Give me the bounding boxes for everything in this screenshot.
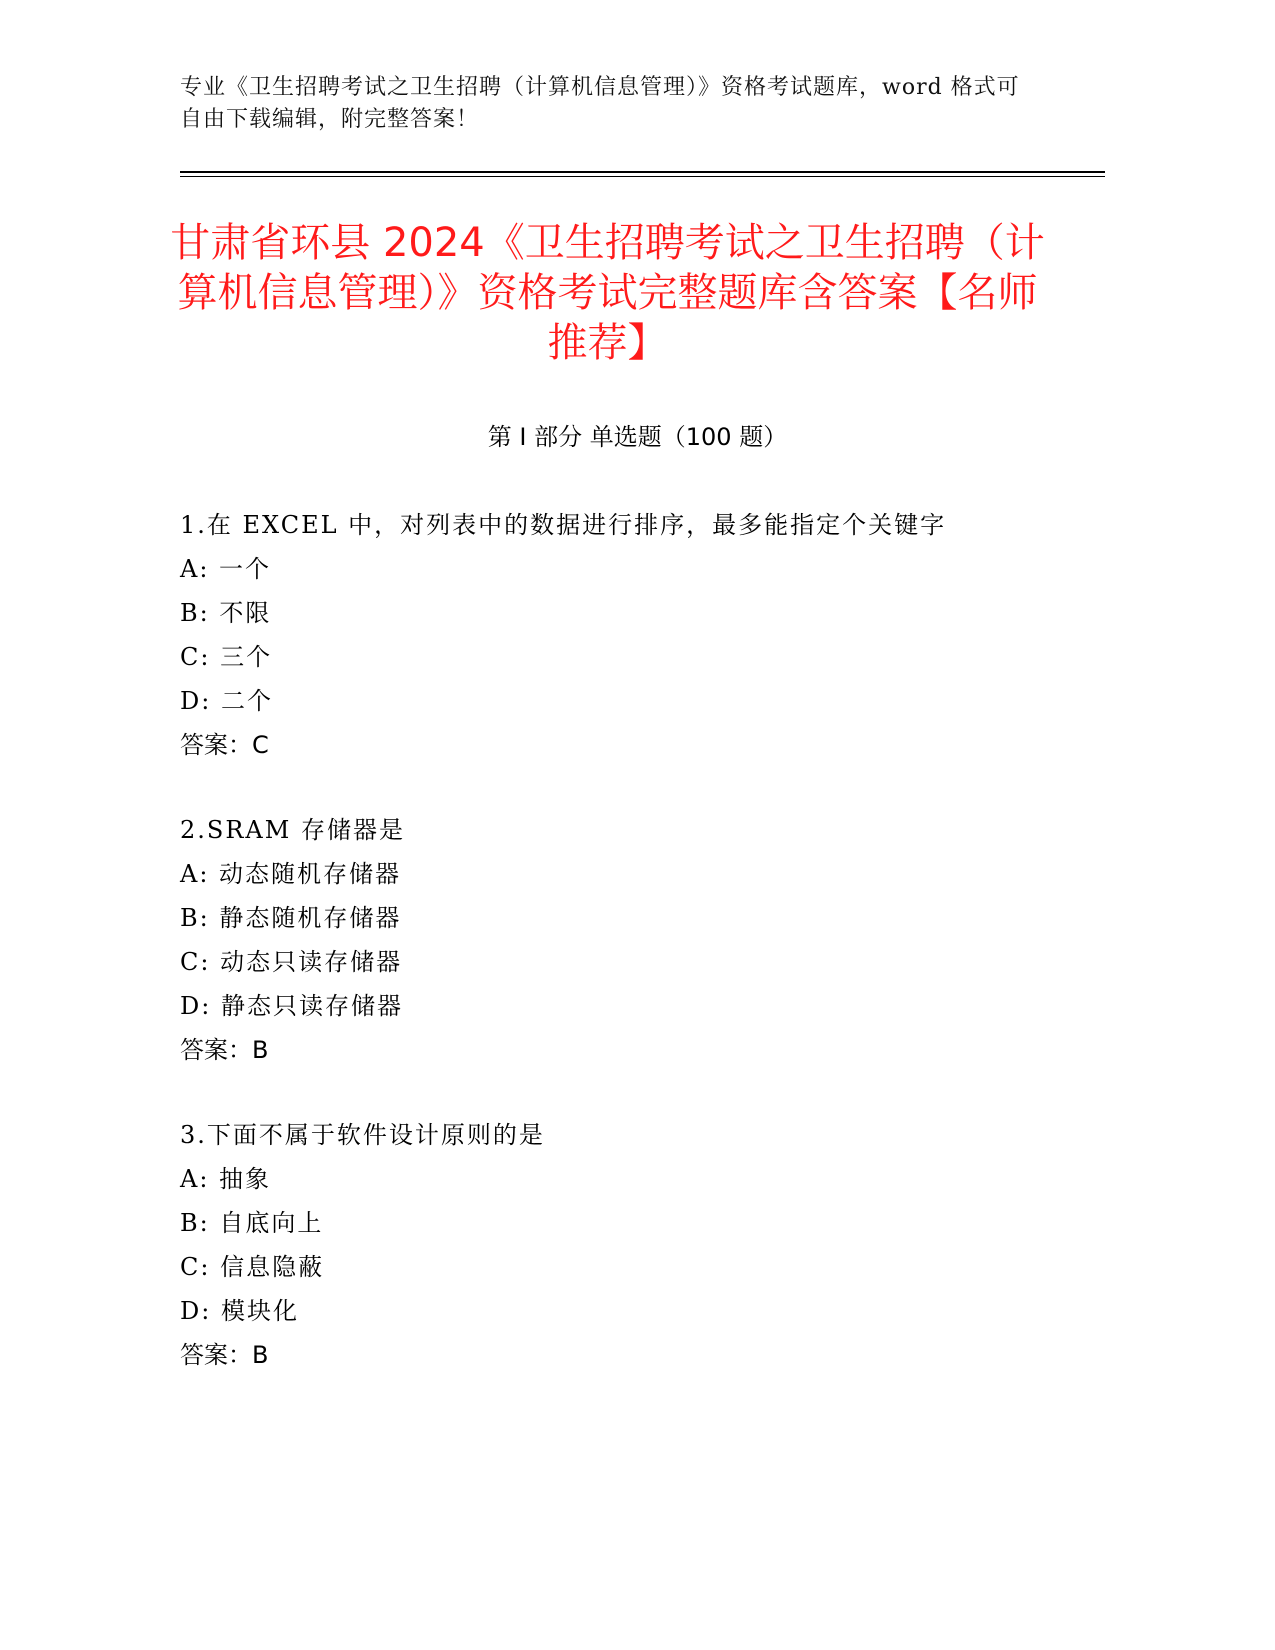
answer-line: 答案：B: [180, 1036, 269, 1064]
document-title: 甘肃省环县 2024《卫生招聘考试之卫生招聘（计算机信息管理）》资格考试完整题库含答案【名师推荐】: [170, 220, 1045, 366]
answer-line: 答案：B: [180, 1341, 269, 1369]
option-b: B: 自底向上: [180, 1209, 324, 1237]
question-stem: 1.在 EXCEL 中，对列表中的数据进行排序，最多能指定个关键字: [180, 511, 947, 539]
option-b: B: 不限: [180, 599, 272, 627]
question-stem: 2.SRAM 存储器是: [180, 816, 405, 844]
option-c: C: 信息隐蔽: [180, 1253, 325, 1281]
question-2: [180, 813, 1080, 1077]
header-note: 专业《卫生招聘考试之卫生招聘（计算机信息管理）》资格考试题库，word 格式可自由下载编辑，附完整答案！: [180, 75, 1020, 132]
option-d: D: 模块化: [180, 1297, 299, 1325]
section-heading: 第 I 部分 单选题（100 题）: [487, 423, 788, 451]
header-divider-thin: [180, 176, 1105, 177]
question-stem: 3.下面不属于软件设计原则的是: [180, 1121, 545, 1149]
option-d: D: 静态只读存储器: [180, 992, 403, 1020]
header-divider-thick: [180, 171, 1105, 173]
option-c: C: 动态只读存储器: [180, 948, 403, 976]
option-a: A: 抽象: [180, 1165, 272, 1193]
question-1: [180, 508, 1080, 772]
option-a: A: 动态随机存储器: [180, 860, 402, 888]
question-3: [180, 1118, 1080, 1382]
option-b: B: 静态随机存储器: [180, 904, 402, 932]
option-c: C: 三个: [180, 643, 273, 671]
answer-line: 答案：C: [180, 731, 269, 759]
option-a: A: 一个: [180, 555, 272, 583]
option-d: D: 二个: [180, 687, 273, 715]
